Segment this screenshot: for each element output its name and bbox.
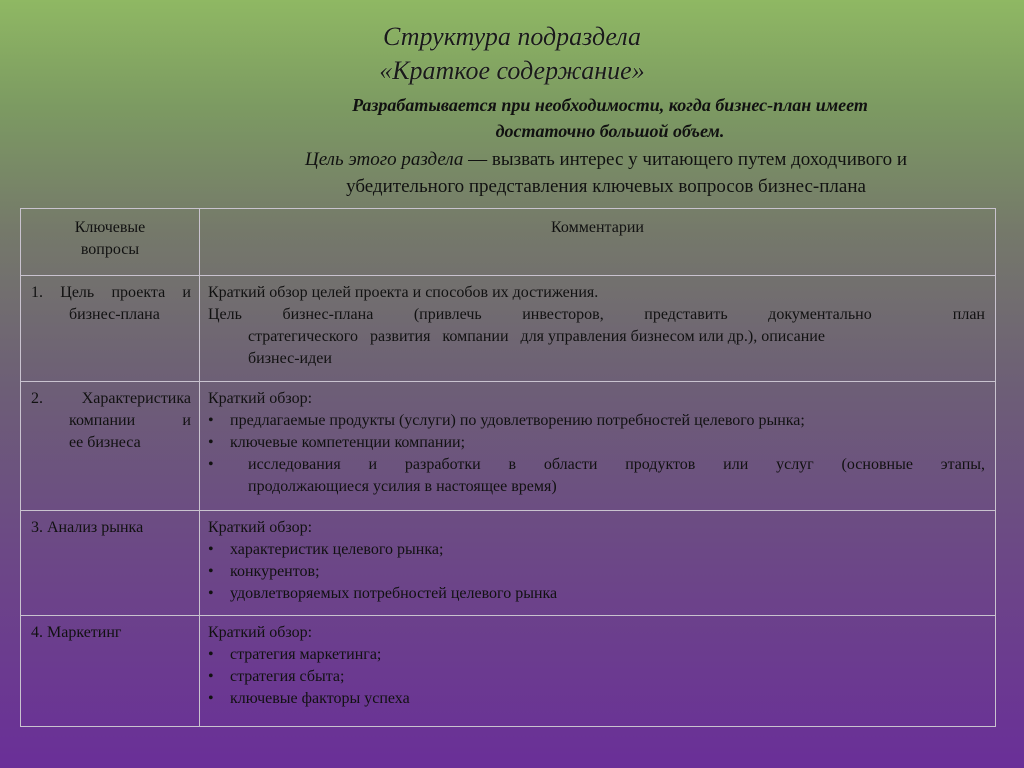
comment-cell xyxy=(200,511,996,616)
key-cell xyxy=(21,511,200,616)
comment-intro: Краткий обзор: xyxy=(208,390,313,407)
bullet-item xyxy=(208,454,985,498)
slide-title-line2: «Краткое содержание» xyxy=(379,56,645,85)
header-key-questions-line2: вопросы xyxy=(80,241,140,258)
table-row xyxy=(21,276,996,382)
bullet-item: • стратегия маркетинга; xyxy=(208,644,985,666)
key-cell xyxy=(21,382,200,511)
bullet-item: • ключевые факторы успеха xyxy=(208,688,985,710)
comment-text: Цель бизнес-плана (привлечь инвесторов, представить документально план xyxy=(208,306,985,323)
key-text: ее бизнеса xyxy=(69,434,141,451)
key-cell xyxy=(21,616,200,727)
key-text: 2. Характеристика xyxy=(31,390,191,407)
header-key-questions xyxy=(21,209,200,276)
key-text: бизнес-плана xyxy=(69,306,160,323)
bullet-item: • конкурентов; xyxy=(208,561,985,583)
comment-intro: Краткий обзор: xyxy=(208,624,313,641)
slide-title-line1: Структура подраздела xyxy=(383,22,641,51)
header-key-questions-line1: Ключевые xyxy=(74,219,146,236)
comment-cell xyxy=(200,616,996,727)
lead-text-line1: Разрабатывается при необходимости, когда бизнес-план имеет xyxy=(352,95,868,115)
bullet-item: • стратегия сбыта; xyxy=(208,666,985,688)
comment-intro: Краткий обзор: xyxy=(208,519,313,536)
goal-label: Цель этого раздела xyxy=(305,149,464,170)
bullet-item: • удовлетворяемых потребностей целевого рынка xyxy=(208,583,985,605)
key-text: 3. Анализ рынка xyxy=(31,519,144,536)
comment-cell xyxy=(200,276,996,382)
comment-text: Краткий обзор целей проекта и способов их достижения. xyxy=(208,284,599,301)
table-row xyxy=(21,382,996,511)
table-row xyxy=(21,616,996,727)
key-text: компании и xyxy=(69,412,191,429)
structure-table xyxy=(20,208,996,727)
comment-cell xyxy=(200,382,996,511)
table-row xyxy=(21,511,996,616)
key-text: 1. Цель проекта и xyxy=(31,284,191,301)
bullet-text: продолжающиеся усилия в настоящее время) xyxy=(248,478,557,495)
key-cell xyxy=(21,276,200,382)
lead-text-line2: достаточно большой объем. xyxy=(495,121,725,141)
key-text: 4. Маркетинг xyxy=(31,624,122,641)
goal-text-line2: убедительного представления ключевых вопросов бизнес-плана xyxy=(346,176,866,197)
bullet-text: • исследования и разработки в области продуктов или услуг (основные этапы, xyxy=(248,456,985,473)
header-comments: Комментарии xyxy=(200,209,996,276)
comment-text: стратегического развития компании для управления бизнесом или др.), описание xyxy=(248,328,825,345)
table-header-row xyxy=(21,209,996,276)
comment-text: бизнес-идеи xyxy=(248,350,332,367)
bullet-item: • характеристик целевого рынка; xyxy=(208,539,985,561)
goal-text-line1 xyxy=(226,147,986,173)
bullet-item: • предлагаемые продукты (услуги) по удовлетворению потребностей целевого рынка; xyxy=(208,410,985,432)
goal-text-rest: — вызвать интерес у читающего путем доходчивого и xyxy=(463,149,907,170)
bullet-item: • ключевые компетенции компании; xyxy=(208,432,985,454)
